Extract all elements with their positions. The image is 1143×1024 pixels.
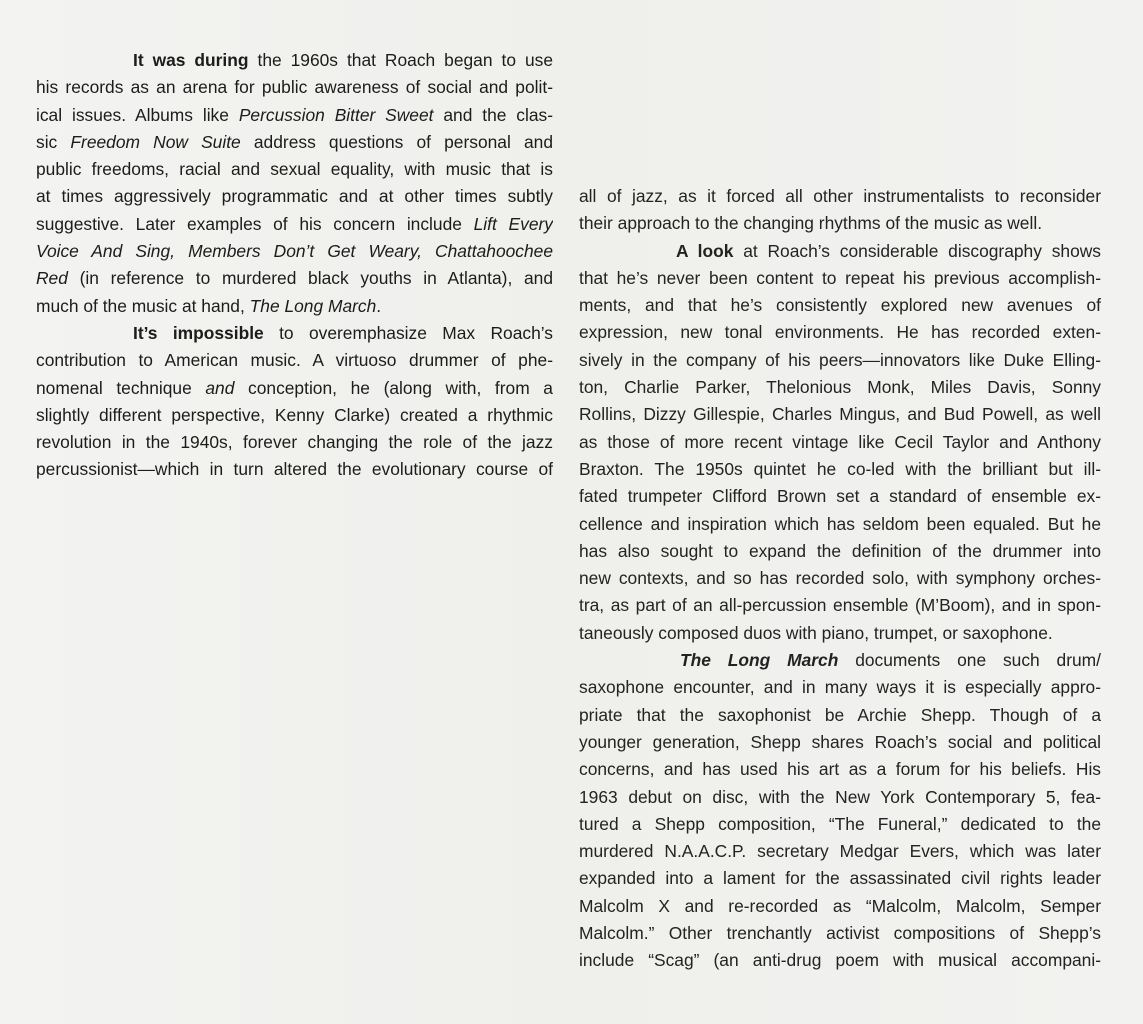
- text-line: younger generation, Shepp shares Roach’s social and political: [579, 731, 1101, 752]
- text-line: his records as an arena for public awareness of social and polit-: [36, 77, 553, 98]
- text-line: revolution in the 1940s, forever changing the role of the jazz: [36, 432, 553, 453]
- text-line: sic Freedom Now Suite address questions of personal and: [36, 131, 553, 152]
- text-line: percussionist—which in turn altered the evolutionary course of: [36, 459, 553, 480]
- right-column: [579, 183, 1101, 975]
- text-line: include “Scag” (an anti-drug poem with musical accompani-: [579, 950, 1101, 971]
- text-line: concerns, and has used his art as a forum for his beliefs. His: [579, 759, 1101, 780]
- text-line: taneously composed duos with piano, trumpet, or saxophone.: [579, 622, 1053, 643]
- text-line: Braxton. The 1950s quintet he co-led with the brilliant but ill-: [579, 458, 1101, 479]
- text-line: Voice And Sing, Members Don’t Get Weary, Chattahoochee: [36, 241, 553, 262]
- text-line: Malcolm.” Other trenchantly activist compositions of Shepp’s: [579, 923, 1101, 944]
- text-line: that he’s never been content to repeat his previous accomplish-: [579, 267, 1101, 288]
- left-column: [36, 47, 553, 484]
- text-line: ton, Charlie Parker, Thelonious Monk, Miles Davis, Sonny: [579, 377, 1101, 398]
- text-line: A look at Roach’s considerable discography shows: [676, 240, 1101, 261]
- text-line: contribution to American music. A virtuoso drummer of phe-: [36, 350, 553, 371]
- text-line: as those of more recent vintage like Cecil Taylor and Anthony: [579, 431, 1101, 452]
- text-line: slightly different perspective, Kenny Clarke) created a rhythmic: [36, 404, 553, 425]
- text-line: It was during the 1960s that Roach began to use: [133, 50, 553, 70]
- text-line: their approach to the changing rhythms of the music as well.: [579, 213, 1043, 234]
- text-line: has also sought to expand the definition of the drummer into: [579, 540, 1101, 561]
- text-line: expanded into a lament for the assassinated civil rights leader: [579, 868, 1101, 889]
- text-line: at times aggressively programmatic and at other times subtly: [36, 186, 553, 207]
- text-line: cellence and inspiration which has seldom been equaled. But he: [579, 513, 1101, 534]
- text-line: ical issues. Albums like Percussion Bitter Sweet and the clas-: [36, 104, 553, 125]
- paragraph-lead: The Long March: [680, 650, 839, 671]
- text-line: It’s impossible to overemphasize Max Roach’s: [133, 322, 553, 343]
- text-line: tured a Shepp composition, “The Funeral,” dedicated to the: [579, 813, 1101, 834]
- text-line: murdered N.A.A.C.P. secretary Medgar Evers, which was later: [579, 841, 1101, 862]
- paragraph-lead: It’s impossible: [133, 322, 264, 343]
- text-line: Red (in reference to murdered black youths in Atlanta), and: [36, 268, 553, 289]
- text-line: fated trumpeter Clifford Brown set a standard of ensemble ex-: [579, 486, 1101, 507]
- text-line: priate that the saxophonist be Archie Shepp. Though of a: [579, 704, 1101, 725]
- text-line: ments, and that he’s consistently explored new avenues of: [579, 295, 1101, 316]
- paragraph-lead: A look: [676, 240, 734, 261]
- text-line: Rollins, Dizzy Gillespie, Charles Mingus, and Bud Powell, as well: [579, 404, 1101, 425]
- text-line: The Long March documents one such drum/: [680, 650, 1101, 671]
- text-line: tra, as part of an all-percussion ensemble (M’Boom), and in spon-: [579, 595, 1101, 616]
- text-line: expression, new tonal environments. He has recorded exten-: [579, 322, 1101, 343]
- text-line: 1963 debut on disc, with the New York Contemporary 5, fea-: [579, 786, 1101, 807]
- text-line: all of jazz, as it forced all other instrumentalists to reconsider: [579, 186, 1101, 206]
- paragraph-lead: It was during: [133, 50, 249, 70]
- text-line: new contexts, and so has recorded solo, with symphony orches-: [579, 568, 1101, 589]
- text-line: suggestive. Later examples of his concern include Lift Every: [36, 213, 553, 234]
- text-line: saxophone encounter, and in many ways it is especially appro-: [579, 677, 1101, 698]
- text-line: Malcolm X and re-recorded as “Malcolm, Malcolm, Semper: [579, 895, 1101, 916]
- text-line: sively in the company of his peers—innovators like Duke Elling-: [579, 349, 1101, 370]
- text-line: public freedoms, racial and sexual equality, with music that is: [36, 159, 553, 180]
- text-line: much of the music at hand, The Long March.: [36, 295, 382, 316]
- text-line: nomenal technique and conception, he (along with, from a: [36, 377, 553, 398]
